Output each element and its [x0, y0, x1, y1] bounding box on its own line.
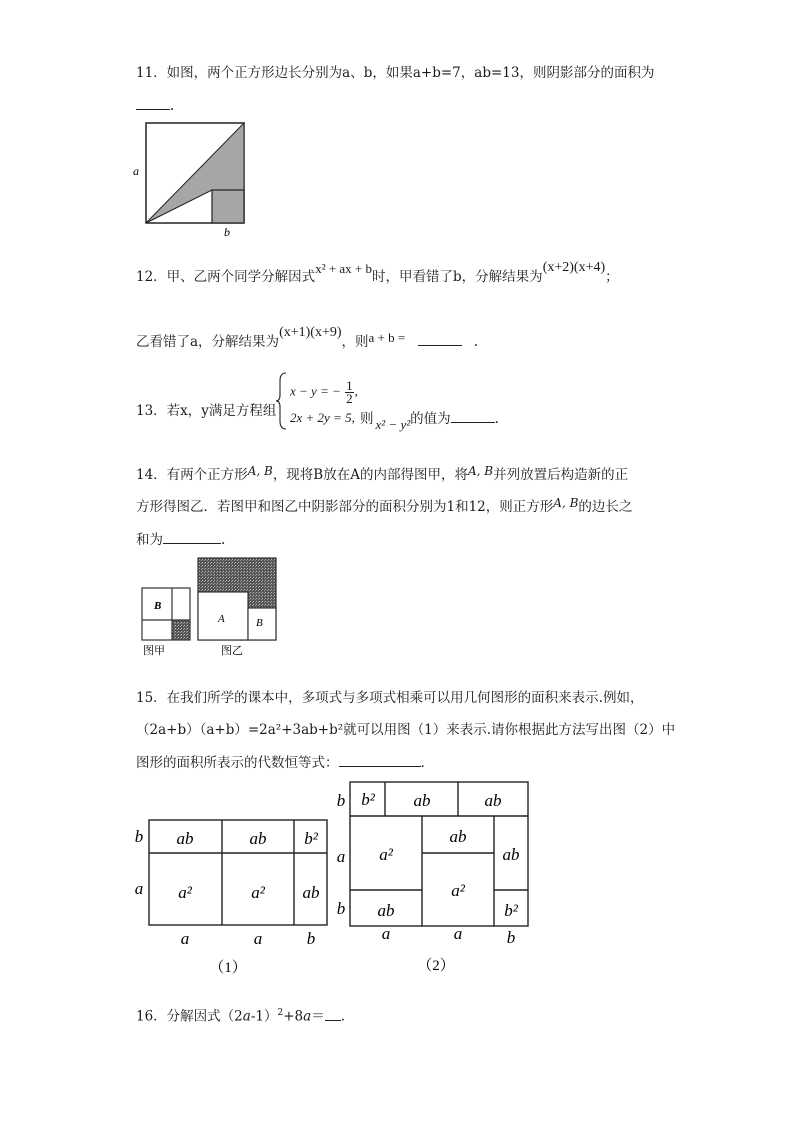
- fig-jia-caption: 图甲: [143, 645, 165, 657]
- bottom-b: b: [506, 928, 516, 947]
- answer-blank[interactable]: [451, 409, 495, 423]
- q16-line: 16．分解因式（2a‐1）$^2$+8a＝ .: [136, 1008, 345, 1025]
- q14-line1: 14．有两个正方形A, B，现将B放在A的内部得图甲，将A, B并列放置后构造新的正: [136, 464, 629, 483]
- bottom-a: a: [253, 929, 263, 948]
- bottom-a: a: [180, 929, 190, 948]
- q15-line1: 15．在我们所学的课本中，多项式与多项式相乘可以用几何图形的面积来表示.例如，: [136, 690, 644, 706]
- q11-figure: [132, 118, 254, 238]
- q13-eq1: x − y = − $\frac{1}{2}$ ,: [290, 378, 358, 406]
- answer-blank[interactable]: [339, 753, 421, 767]
- q14-line3: 和为 .: [136, 532, 226, 548]
- q12-expr2: (x+2)(x+4): [542, 260, 606, 275]
- bottom-a: a: [453, 924, 463, 943]
- bottom-a: a: [381, 924, 391, 943]
- cell-a2: a²: [451, 881, 465, 900]
- q12-expr1: x² + ax + b: [315, 261, 373, 276]
- q13-brace: [276, 371, 288, 431]
- answer-blank[interactable]: [163, 530, 221, 544]
- answer-blank[interactable]: [325, 1007, 341, 1021]
- cell-ab: ab: [413, 791, 431, 810]
- side-b: b: [134, 827, 144, 846]
- q11-line1: 11．如图，两个正方形边长分别为a、b，如果a+b=7，ab=13，则阴影部分的面积为: [136, 65, 655, 81]
- cell-ab: ab: [377, 901, 395, 920]
- q12-expr4: a + b =: [368, 330, 406, 345]
- cell-a2: a²: [251, 883, 265, 902]
- figure-yi: [198, 558, 276, 657]
- q15-figure-2: [332, 778, 537, 978]
- fig2-caption: （2）: [417, 958, 455, 974]
- cell-b2: b²: [304, 829, 318, 848]
- side-a: a: [134, 879, 144, 898]
- q14-figure: [136, 556, 286, 660]
- q15-figure-1: [130, 812, 335, 984]
- q12-line1: 12．甲、乙两个同学分解因式x² + ax + b时，甲看错了b，分解结果为(x+2)(x+4)；: [136, 260, 619, 285]
- q14-line2: 方形得图乙．若图甲和图乙中阴影部分的面积分别为1和12，则正方形A, B的边长之: [136, 496, 633, 515]
- side-b: b: [336, 899, 346, 918]
- cell-a2: a²: [178, 883, 192, 902]
- side-a: a: [336, 847, 346, 866]
- cell-ab: ab: [302, 883, 320, 902]
- fig-yi-caption: 图乙: [221, 645, 243, 657]
- cell-b2: b²: [361, 790, 375, 809]
- fig1-caption: （1）: [209, 960, 247, 976]
- fig-jia-label-b: B: [154, 600, 162, 612]
- cell-ab: ab: [484, 791, 502, 810]
- answer-blank[interactable]: [136, 96, 170, 110]
- cell-ab: ab: [502, 845, 520, 864]
- fig-yi-label-a: A: [218, 613, 225, 625]
- bottom-b: b: [306, 929, 316, 948]
- side-b: b: [336, 791, 346, 810]
- q12-line2: 乙看错了a，分解结果为(x+1)(x+9)，则a + b = .: [136, 325, 479, 350]
- q13-prefix: 13．若x，y满足方程组: [136, 403, 277, 419]
- cell-ab: ab: [449, 827, 467, 846]
- cell-ab: ab: [249, 829, 267, 848]
- q11-line2: .: [136, 96, 174, 115]
- q13-suffix: 则 x² − y²的值为 .: [360, 411, 499, 432]
- cell-ab: ab: [176, 829, 194, 848]
- q15-line3: 图形的面积所表示的代数恒等式： .: [136, 755, 425, 771]
- label-b: b: [224, 225, 230, 238]
- q13-eq2: 2x + 2y = 5,: [290, 410, 355, 425]
- cell-b2: b²: [504, 901, 518, 920]
- q15-line2: （2a+b）（a+b）=2a²+3ab+b²就可以用图（1）来表示.请你根据此方法写出图（2）中: [136, 722, 676, 738]
- cell-a2: a²: [379, 845, 393, 864]
- figure-jia: [142, 588, 190, 657]
- answer-blank[interactable]: [418, 332, 462, 346]
- fig-yi-label-b: B: [256, 617, 263, 629]
- q12-expr3: (x+1)(x+9): [279, 325, 342, 340]
- label-a: a: [133, 164, 139, 178]
